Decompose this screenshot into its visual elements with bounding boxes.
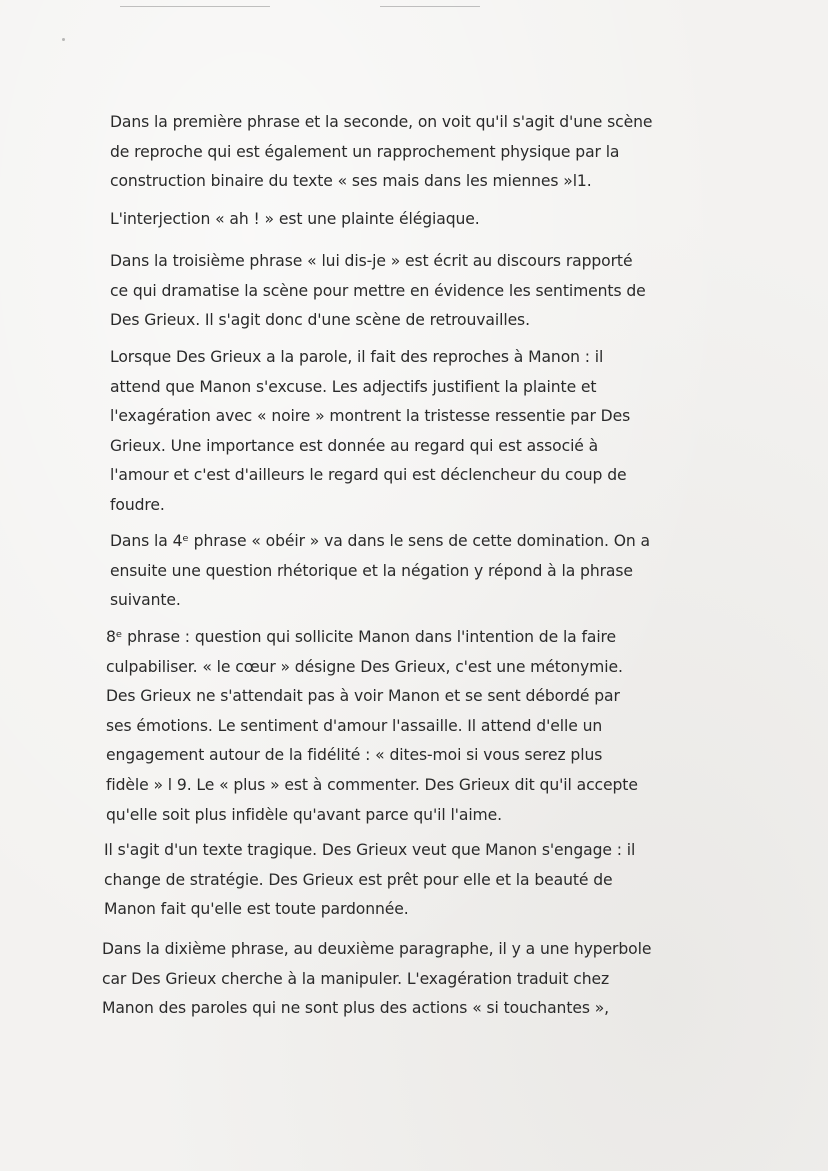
paragraph-8 <box>102 935 651 1024</box>
scan-edge-line <box>120 6 270 7</box>
text-line: Il s'agit d'un texte tragique. Des Grieux veut que Manon s'engage : il <box>104 841 636 859</box>
paragraph-2 <box>110 205 480 235</box>
text-line: Dans la dixième phrase, au deuxième paragraphe, il y a une hyperbole <box>102 940 652 958</box>
text-line: 8ᵉ phrase : question qui sollicite Manon dans l'intention de la faire <box>106 628 617 646</box>
paragraph-3 <box>110 247 646 336</box>
text-line: Grieux. Une importance est donnée au regard qui est associé à <box>110 436 599 455</box>
text-line: car Des Grieux cherche à la manipuler. L'exagération traduit chez <box>102 969 610 988</box>
text-line: fidèle » l 9. Le « plus » est à commenter. Des Grieux dit qu'il accepte <box>106 775 638 794</box>
text-line: Dans la 4ᵉ phrase « obéir » va dans le sens de cette domination. On a <box>110 532 650 550</box>
text-line: change de stratégie. Des Grieux est prêt pour elle et la beauté de <box>104 870 613 889</box>
paragraph-6 <box>106 623 638 830</box>
text-line: L'interjection « ah ! » est une plainte élégiaque. <box>110 210 480 228</box>
text-line: Des Grieux. Il s'agit donc d'une scène de retrouvailles. <box>110 311 530 330</box>
text-line: suivante. <box>110 591 181 610</box>
text-line: ce qui dramatise la scène pour mettre en évidence les sentiments de <box>110 281 646 300</box>
paragraph-5 <box>110 527 650 616</box>
text-line: construction binaire du texte « ses mais dans les miennes »l1. <box>110 172 592 191</box>
text-line: Manon des paroles qui ne sont plus des actions « si touchantes », <box>102 999 610 1018</box>
text-line: ses émotions. Le sentiment d'amour l'assaille. Il attend d'elle un <box>106 716 603 735</box>
text-line: l'amour et c'est d'ailleurs le regard qui est déclencheur du coup de <box>110 466 627 485</box>
text-line: culpabiliser. « le cœur » désigne Des Grieux, c'est une métonymie. <box>106 657 623 676</box>
text-line: attend que Manon s'excuse. Les adjectifs justifient la plainte et <box>110 377 597 396</box>
text-line: Dans la première phrase et la seconde, on voit qu'il s'agit d'une scène <box>110 113 653 131</box>
text-line: Dans la troisième phrase « lui dis-je » est écrit au discours rapporté <box>110 252 633 270</box>
paragraph-7 <box>104 836 635 925</box>
paper-speck <box>62 38 65 41</box>
text-line: Lorsque Des Grieux a la parole, il fait des reproches à Manon : il <box>110 348 604 366</box>
text-line: Des Grieux ne s'attendait pas à voir Manon et se sent débordé par <box>106 687 620 706</box>
scan-edge-line <box>380 6 480 7</box>
text-line: l'exagération avec « noire » montrent la tristesse ressentie par Des <box>110 407 631 426</box>
paragraph-1 <box>110 108 652 197</box>
paragraph-4 <box>110 343 630 521</box>
text-line: ensuite une question rhétorique et la négation y répond à la phrase <box>110 561 633 580</box>
text-line: foudre. <box>110 495 165 514</box>
text-line: qu'elle soit plus infidèle qu'avant parce qu'il l'aime. <box>106 805 503 824</box>
text-line: de reproche qui est également un rapprochement physique par la <box>110 142 620 161</box>
text-line: Manon fait qu'elle est toute pardonnée. <box>104 900 409 919</box>
text-line: engagement autour de la fidélité : « dites-moi si vous serez plus <box>106 746 603 765</box>
